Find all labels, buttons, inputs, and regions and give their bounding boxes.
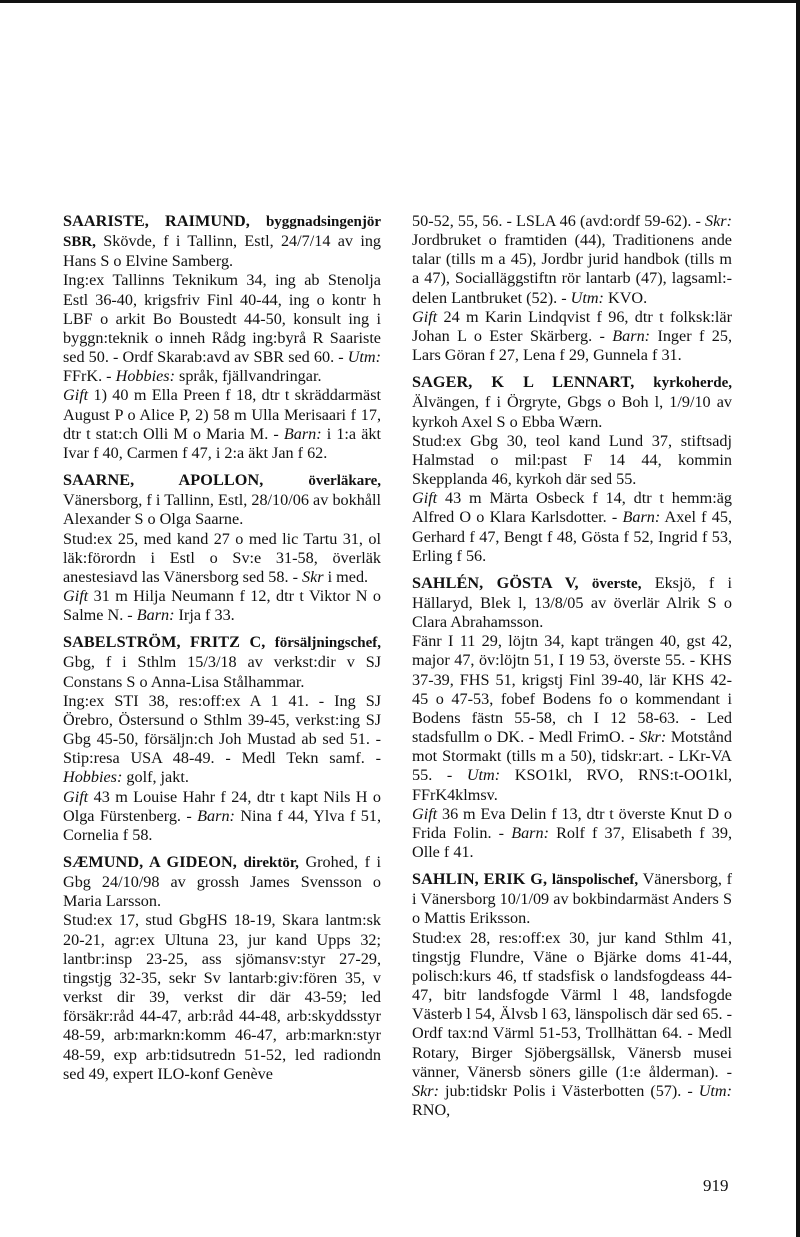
entry-paragraph bbox=[412, 929, 732, 1121]
entry-label: Barn: bbox=[136, 606, 175, 625]
entry-text: 1) 40 m Ella Preen f 18, dtr t skräddarmäst August P o Alice P, 2) 58 m Ulla Merisaari f 17, dtr t stat:ch Olli M o Maria M. - bbox=[63, 386, 381, 443]
entry-paragraph-first bbox=[63, 853, 381, 911]
entry-label: Utm: bbox=[347, 348, 381, 367]
entry-title: överläkare, bbox=[308, 473, 381, 490]
entry-text: Inger f 25, Lars Göran f 27, Lena f 29, Gunnela f 31. bbox=[412, 326, 732, 365]
entry-paragraph-first bbox=[412, 373, 732, 431]
entry-title: försäljningschef, bbox=[274, 635, 382, 652]
entry-text: Irja f 33. bbox=[174, 606, 235, 625]
entry-label: Barn: bbox=[612, 326, 651, 345]
entry-paragraph bbox=[63, 788, 381, 845]
entry-name: SAARISTE, RAIMUND, bbox=[63, 212, 250, 230]
entry-text: Fänr I 11 29, löjtn 34, kapt trängen 40, gst 42, major 47, öv:löjtn 51, I 19 53, överste 55. - KHS 37-39, FHS 51, krigstj Finl 39-40, lär KHS 42-45 o 47-53, fobef Bodens fo o kommendant i Bodens fästn 55-58, ch I 12 58-63. - Led stadsfullm o DK. - Medl FrimO. - bbox=[412, 632, 732, 747]
entry-name: SAARNE, APOLLON, bbox=[63, 471, 264, 490]
entry-text: Ing:ex Tallinns Teknikum 34, ing ab Stenolja Estl 36-40, krigsfriv Finl 40-44, ing o kontr h LBF o arkit Bo Boustedt 44-50, konsult ing i byggn:teknik o inneh Rådg ing:byrå R Saariste sed 50. - Ordf Skarab:avd av SBR sed 60. - bbox=[63, 271, 381, 367]
entry-paragraph bbox=[412, 632, 732, 804]
biography-entry bbox=[63, 212, 381, 463]
entry-label: Utm: bbox=[698, 1081, 732, 1100]
page-number: 919 bbox=[703, 1176, 729, 1195]
entry-paragraph bbox=[412, 432, 732, 489]
entry-text: jub:tidskr Polis i Västerbotten (57). - bbox=[438, 1081, 699, 1100]
entry-label: Hobbies: bbox=[115, 367, 175, 386]
entry-text: KSO1kl, RVO, RNS:t-OO1kl, FFrK4klmsv. bbox=[412, 766, 733, 804]
entry-text: Rolf f 37, Elisabeth f 39, Olle f 41. bbox=[412, 823, 732, 861]
entry-label: Hobbies: bbox=[63, 768, 123, 787]
entry-text: Axel f 45, Gerhard f 47, Bengt f 48, Gösta f 52, Ingrid f 53, Erling f 56. bbox=[412, 508, 732, 565]
entry-text: 43 m Märta Osbeck f 14, dtr t hemm:äg Alfred O o Klara Karlsdotter. - bbox=[412, 489, 732, 527]
entry-name: SAHLÉN, GÖSTA V, bbox=[412, 573, 579, 592]
entry-paragraph bbox=[63, 530, 381, 587]
entry-label: Gift bbox=[412, 489, 438, 508]
entry-intro: Vänersborg, f i Vänersborg 10/1/09 av bokbindarmäst Anders S o Mattis Eriksson. bbox=[412, 870, 732, 928]
entry-title: byggnadsingenjör SBR, bbox=[63, 214, 381, 251]
entry-title: kyrkoherde, bbox=[653, 375, 733, 392]
entry-text: språk, fjällvandringar. bbox=[174, 367, 322, 386]
entry-text: Stud:ex 17, stud GbgHS 18-19, Skara lantm:sk 20-21, agr:ex Ultuna 23, jur kand Upps 32; lantbr:insp 23-25, ass sjömansv:styr 27-29, tingstjg 32-35, sekr Sv lantarb:giv:fören 35, v verkst dir 39, verkst dir där 43-59; led försäkr:råd 44-47, arb:råd 44-48, arb:skyddsstyr 48-59, arb:markn:komm 46-47, arb:markn:styr 48-59, exp arb:tidsutredn 51-52, led radiondn sed 49, expert ILO-konf Genève bbox=[63, 911, 381, 1083]
entry-text: 36 m Eva Delin f 13, dtr t överste Knut D o Frida Folin. - bbox=[412, 804, 732, 842]
page-edge-right bbox=[796, 0, 800, 1237]
entry-text: Stud:ex 25, med kand 27 o med lic Tartu 31, ol läk:förordn i Estl o Sv:e 31-58, överläk anestesiavd las Vänersborg sed 58. - bbox=[63, 529, 381, 586]
entry-name: SAGER, K L LENNART, bbox=[412, 373, 635, 392]
entry-paragraph bbox=[412, 308, 732, 365]
entry-text: FFrK. - bbox=[63, 367, 116, 386]
entry-title: länspolischef, bbox=[551, 872, 639, 889]
entry-name: SABELSTRÖM, FRITZ C, bbox=[63, 633, 266, 652]
entry-intro: Grohed, f i Gbg 24/10/98 av grossh James Svensson o Maria Larsson. bbox=[63, 853, 381, 911]
entry-paragraph bbox=[63, 692, 381, 788]
biography-entry bbox=[412, 212, 732, 365]
entry-label: Gift bbox=[412, 307, 438, 326]
entry-label: Skr bbox=[302, 567, 324, 586]
entry-text: KVO. bbox=[603, 288, 648, 307]
biography-entry bbox=[63, 853, 381, 1084]
entry-text: i 1:a äkt Ivar f 40, Carmen f 47, i 2:a äkt Jan f 62. bbox=[63, 424, 381, 462]
entry-paragraph bbox=[412, 489, 732, 566]
entry-label: Skr: bbox=[412, 1081, 439, 1100]
entry-paragraph-first bbox=[412, 212, 732, 308]
entry-label: Utm: bbox=[570, 288, 604, 307]
entry-paragraph-first bbox=[412, 870, 732, 928]
entry-title: överste, bbox=[591, 575, 642, 592]
page-edge-top bbox=[0, 0, 800, 3]
entry-text: Ing:ex STI 38, res:off:ex A 1 41. - Ing SJ Örebro, Östersund o Sthlm 39-45, verkst:ing SJ Gbg 45-50, försäljn:ch Joh Mustad ab sed 51. - Stip:resa USA 48-49. - Medl Tekn samf. - bbox=[63, 691, 381, 768]
entry-label: Gift bbox=[63, 787, 89, 806]
entry-text: 24 m Karin Lindqvist f 96, dtr t folksk:lär Johan L o Ester Skärberg. - bbox=[412, 307, 732, 345]
entry-paragraph bbox=[412, 805, 732, 862]
entry-paragraph bbox=[63, 271, 381, 386]
entry-text: 31 m Hilja Neumann f 12, dtr t Viktor N o Salme N. - bbox=[63, 586, 381, 625]
biography-entry bbox=[412, 373, 732, 566]
entry-name: SAHLIN, ERIK G, bbox=[412, 870, 548, 889]
entry-text: 43 m Louise Hahr f 24, dtr t kapt Nils H o Olga Fürstenberg. - bbox=[63, 787, 381, 825]
entry-paragraph-first bbox=[63, 212, 381, 271]
biography-entry bbox=[63, 633, 381, 845]
entry-text: Stud:ex 28, res:off:ex 30, jur kand Sthlm 41, tingstjg Flundre, Väne o Bjärke doms 41-44, polisch:kurs 46, tf stadsfisk o landsfogdeass 44-47, bitr landsfogde Värml l 48, landsfogde Västerb l 54, Älvsb l 63, länspolisch där sed 65. - Ordf tax:nd Värml 51-53, Trollhättan 64. - Medl Rotary, Birger Sjöbergsällsk, Vänersb musei vänner, Vänersb söners gille (1:e ålderman). - bbox=[412, 928, 732, 1081]
entry-intro: Gbg, f i Sthlm 15/3/18 av verkst:dir v SJ Constans S o Anna-Lisa Stålhammar. bbox=[63, 653, 381, 691]
entry-text: Motstånd mot Stormakt (tills m a 50), tidskr:art. - LKr-VA 55. - bbox=[412, 728, 732, 785]
entry-label: Barn: bbox=[283, 424, 322, 443]
left-column bbox=[63, 212, 381, 1092]
entry-text: golf, jakt. bbox=[122, 768, 189, 787]
entry-title: direktör, bbox=[243, 855, 299, 871]
entry-text: 50-52, 55, 56. - LSLA 46 (avd:ordf 59-62). - bbox=[412, 212, 706, 230]
entry-label: Gift bbox=[63, 386, 89, 405]
entry-label: Barn: bbox=[622, 508, 661, 527]
entry-intro: Eksjö, f i Hällaryd, Blek l, 13/8/05 av överlär Alrik S o Clara Abrahamsson. bbox=[412, 573, 732, 632]
entry-label: Barn: bbox=[511, 823, 549, 842]
entry-paragraph bbox=[63, 386, 381, 463]
entry-text: Jordbruket o framtiden (44), Traditionens ande talar (tills m a 45), Jordbr jurid handbok (tills m a 47), Socialläggstiftn rör lantarb (47), lagsaml:-delen Lantbruket (52). - bbox=[412, 231, 732, 307]
entry-label: Skr: bbox=[639, 728, 667, 747]
entry-text: i med. bbox=[323, 567, 369, 586]
entry-label: Skr: bbox=[705, 212, 732, 230]
entry-label: Gift bbox=[63, 586, 89, 605]
right-column bbox=[412, 212, 732, 1128]
entry-label: Gift bbox=[412, 804, 438, 823]
biography-entry bbox=[412, 870, 732, 1120]
entry-paragraph bbox=[63, 911, 381, 1083]
entry-name: SÆMUND, A GIDEON, bbox=[63, 853, 237, 871]
entry-text: RNO, bbox=[412, 1101, 451, 1120]
biography-entry bbox=[412, 574, 732, 862]
entry-label: Utm: bbox=[466, 766, 501, 785]
entry-label: Barn: bbox=[197, 806, 235, 825]
entry-paragraph-first bbox=[63, 633, 381, 691]
entry-paragraph-first bbox=[63, 471, 381, 529]
entry-paragraph-first bbox=[412, 574, 732, 632]
biography-entry bbox=[63, 471, 381, 625]
entry-text: Stud:ex Gbg 30, teol kand Lund 37, stiftsadj Halmstad o mil:past F 14 44, kommin Skepplanda 46, kyrkoh där sed 55. bbox=[412, 431, 732, 489]
entry-intro: Skövde, f i Tallinn, Estl, 24/7/14 av ing Hans S o Elvine Samberg. bbox=[63, 232, 382, 271]
entry-paragraph bbox=[63, 587, 381, 625]
entry-intro: Älvängen, f i Örgryte, Gbgs o Boh l, 1/9/10 av kyrkoh Axel S o Ebba Wærn. bbox=[412, 393, 732, 431]
entry-text: Nina f 44, Ylva f 51, Cornelia f 58. bbox=[63, 806, 381, 844]
entry-intro: Vänersborg, f i Tallinn, Estl, 28/10/06 av bokhåll Alexander S o Olga Saarne. bbox=[63, 491, 381, 529]
